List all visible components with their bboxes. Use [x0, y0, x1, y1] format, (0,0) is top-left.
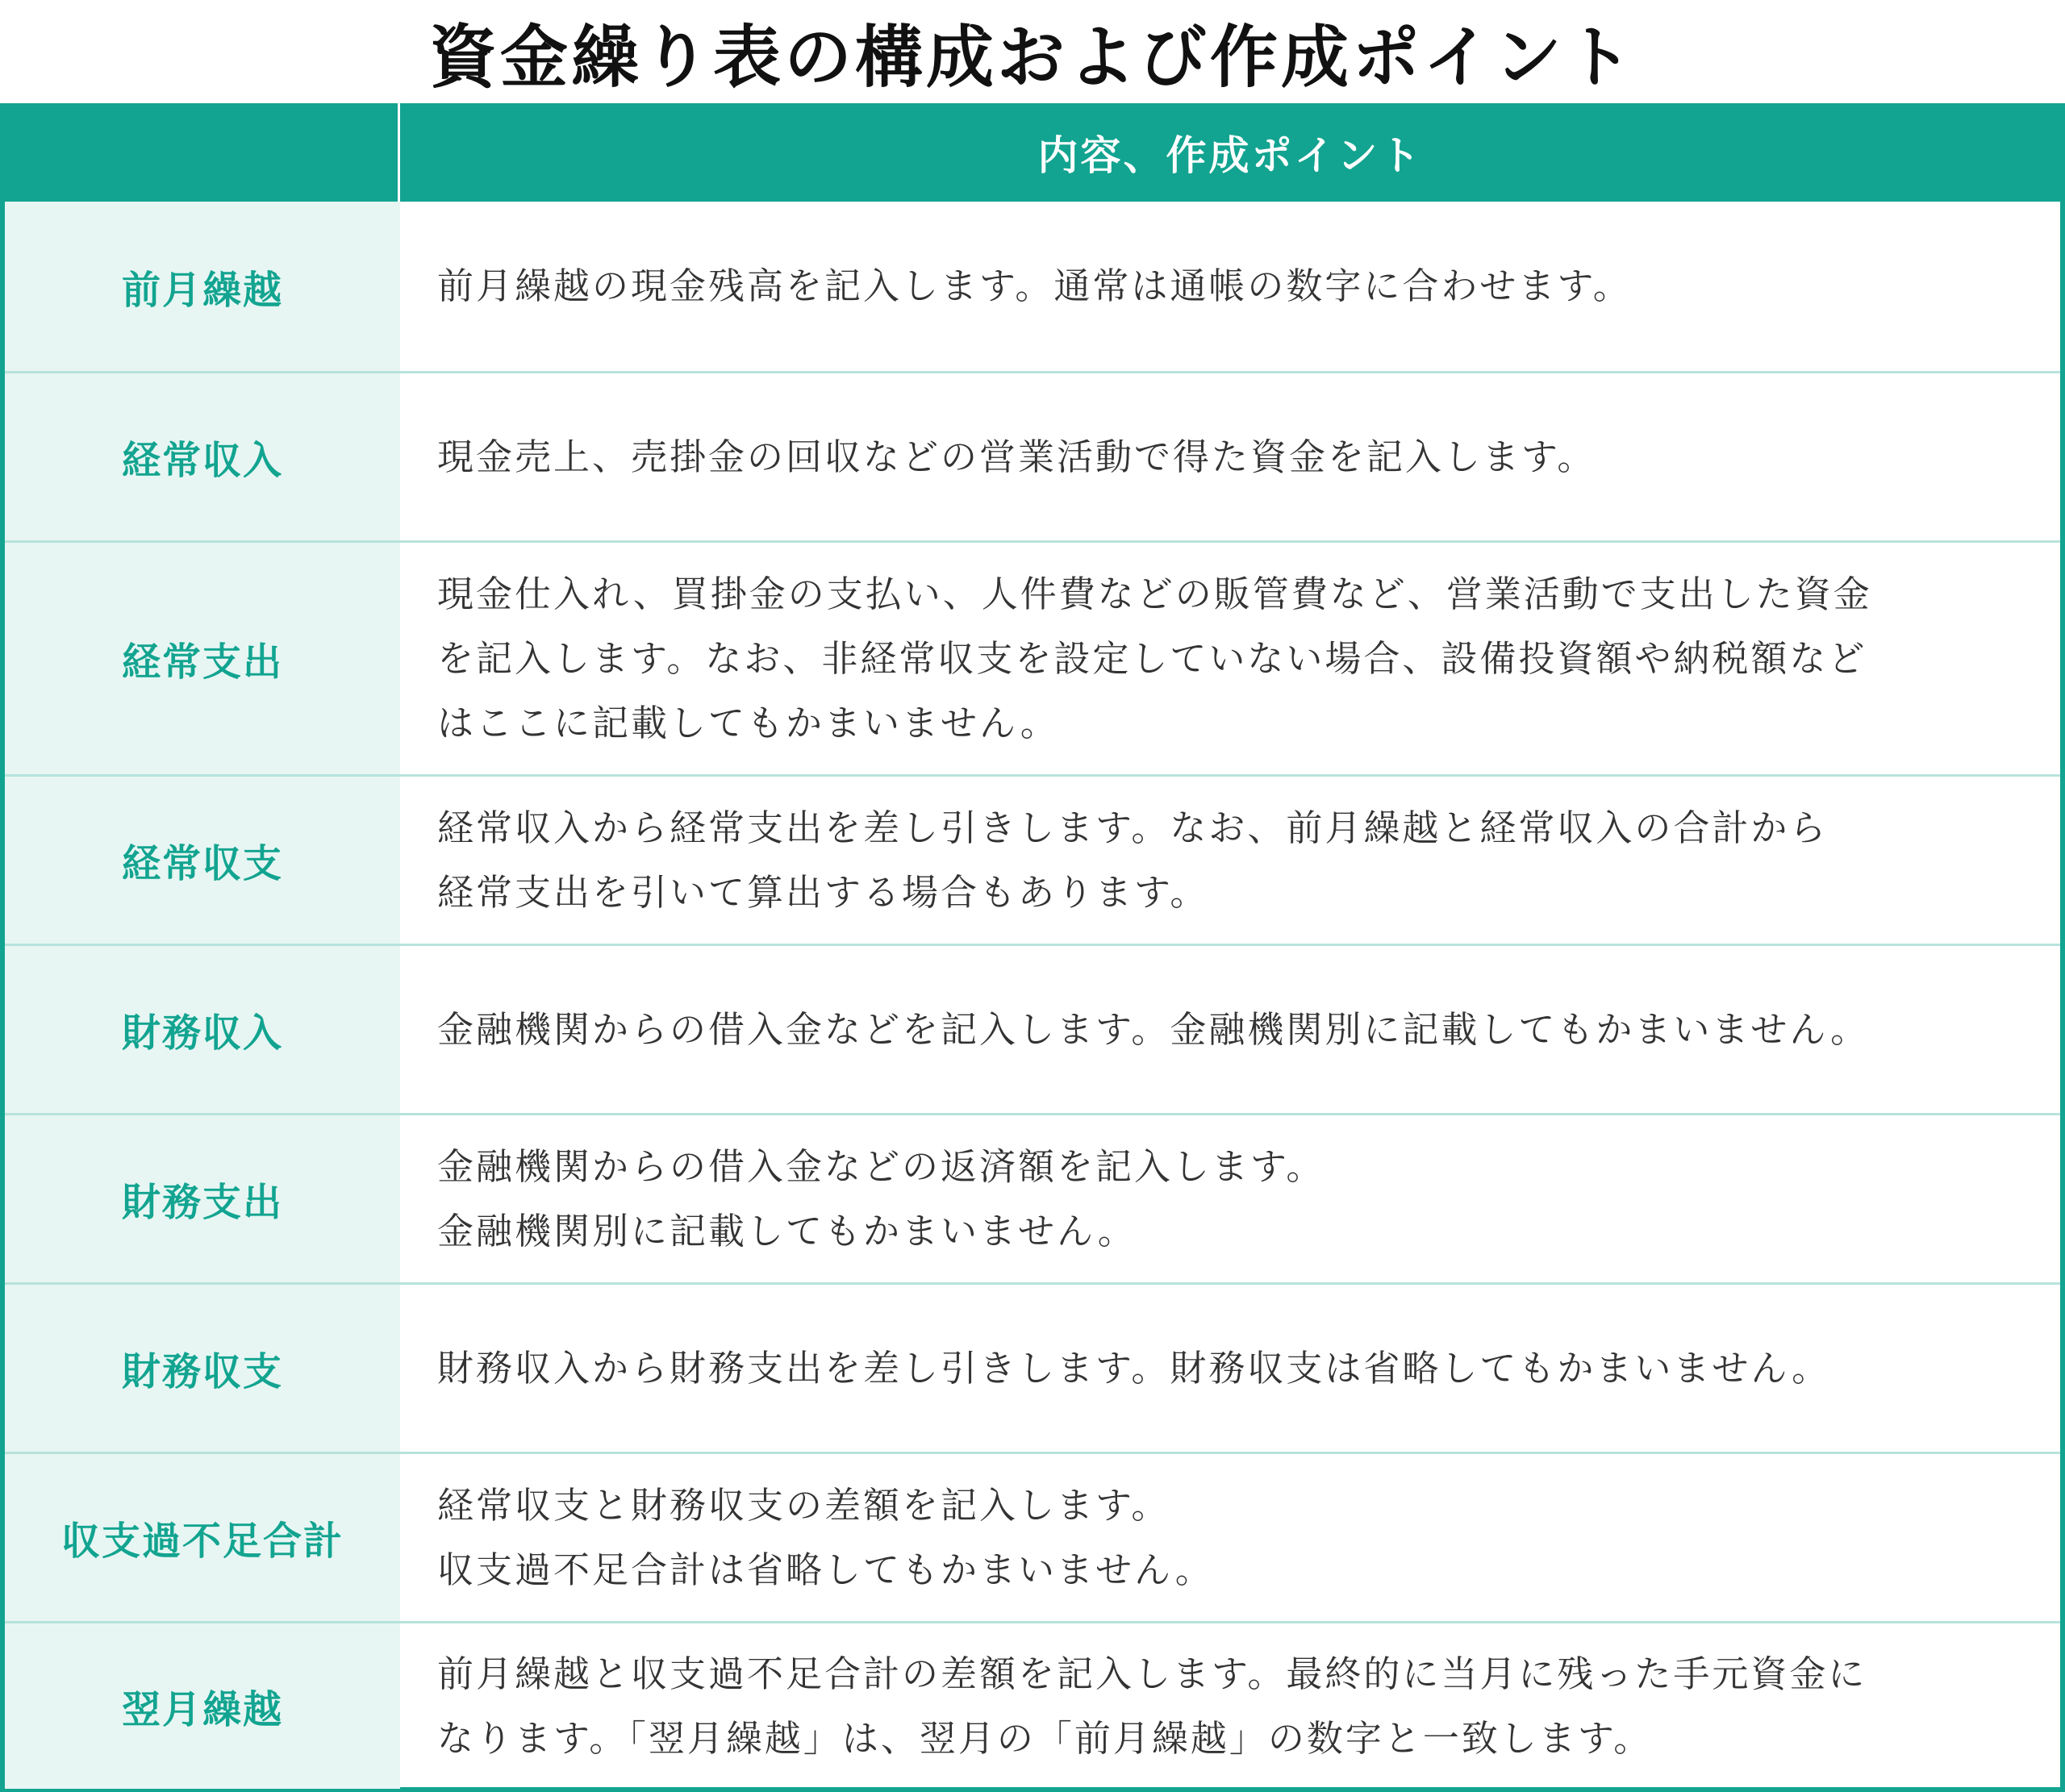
content-line: なります。「翌月繰越」は、翌月の「前月繰越」の数字と一致します。	[437, 1716, 1653, 1760]
row-label: 財務支出	[5, 1115, 400, 1282]
table-row	[5, 944, 2060, 1113]
row-content	[400, 1454, 2060, 1621]
content-line: 経常収支と財務収支の差額を記入します。	[437, 1483, 1170, 1527]
table-row	[5, 1621, 2060, 1789]
row-content	[400, 946, 2060, 1113]
content-line: 収支過不足合計は省略してもかまいません。	[437, 1548, 1214, 1591]
table-row	[5, 774, 2060, 944]
row-label: 収支過不足合計	[5, 1454, 400, 1621]
table-row	[5, 371, 2060, 540]
row-content	[400, 1115, 2060, 1282]
table-row	[5, 1282, 2060, 1452]
row-label: 経常支出	[5, 543, 400, 774]
content-line: 経常収入から経常支出を差し引きします。なお、前月繰越と経常収入の合計から	[437, 806, 1829, 849]
row-label: 経常収入	[5, 373, 400, 540]
table-row	[5, 540, 2060, 774]
row-content	[400, 373, 2060, 540]
content-line: 財務収入から財務支出を差し引きします。財務収支は省略してもかまいません。	[437, 1346, 1831, 1390]
row-content	[400, 1623, 2060, 1789]
table-row	[5, 1452, 2060, 1621]
row-content	[400, 543, 2060, 774]
content-line: 前月繰越と収支過不足合計の差額を記入します。最終的に当月に残った手元資金に	[437, 1652, 1867, 1695]
content-line: 前月繰越の現金残高を記入します。通常は通帳の数字に合わせます。	[437, 265, 1632, 307]
table-header	[5, 103, 2060, 202]
header-content-column: 内容、作成ポイント	[1037, 132, 1423, 179]
row-label: 経常収支	[5, 777, 400, 944]
row-content	[400, 1285, 2060, 1452]
content-line: はここに記載してもかまいません。	[437, 701, 1059, 744]
content-line: 経常支出を引いて算出する場合もあります。	[437, 870, 1209, 914]
content-line: 金融機関からの借入金などを記入します。金融機関別に記載してもかまいません。	[437, 1007, 1870, 1051]
content-line: を記入します。なお、非経常収支を設定していない場合、設備投資額や納税額など	[437, 636, 1867, 680]
content-line: 現金売上、売掛金の回収などの営業活動で得た資金を記入します。	[437, 435, 1596, 478]
row-label: 前月繰越	[5, 202, 400, 371]
content-line: 金融機関別に記載してもかまいません。	[437, 1209, 1137, 1252]
row-content	[400, 202, 2060, 371]
row-content	[400, 777, 2060, 944]
row-label: 財務収支	[5, 1285, 400, 1452]
header-label-column	[5, 103, 400, 202]
cashflow-table	[0, 103, 2065, 1792]
table-body	[5, 202, 2060, 1789]
table-row	[5, 202, 2060, 371]
row-label: 翌月繰越	[5, 1623, 400, 1789]
row-label: 財務収入	[5, 946, 400, 1113]
content-line: 金融機関からの借入金などの返済額を記入します。	[437, 1144, 1325, 1188]
page-title: 資金繰り表の構成および作成ポイント	[428, 17, 1636, 97]
content-line: 現金仕入れ、買掛金の支払い、人件費などの販管費など、営業活動で支出した資金	[437, 572, 1872, 615]
table-row	[5, 1113, 2060, 1282]
